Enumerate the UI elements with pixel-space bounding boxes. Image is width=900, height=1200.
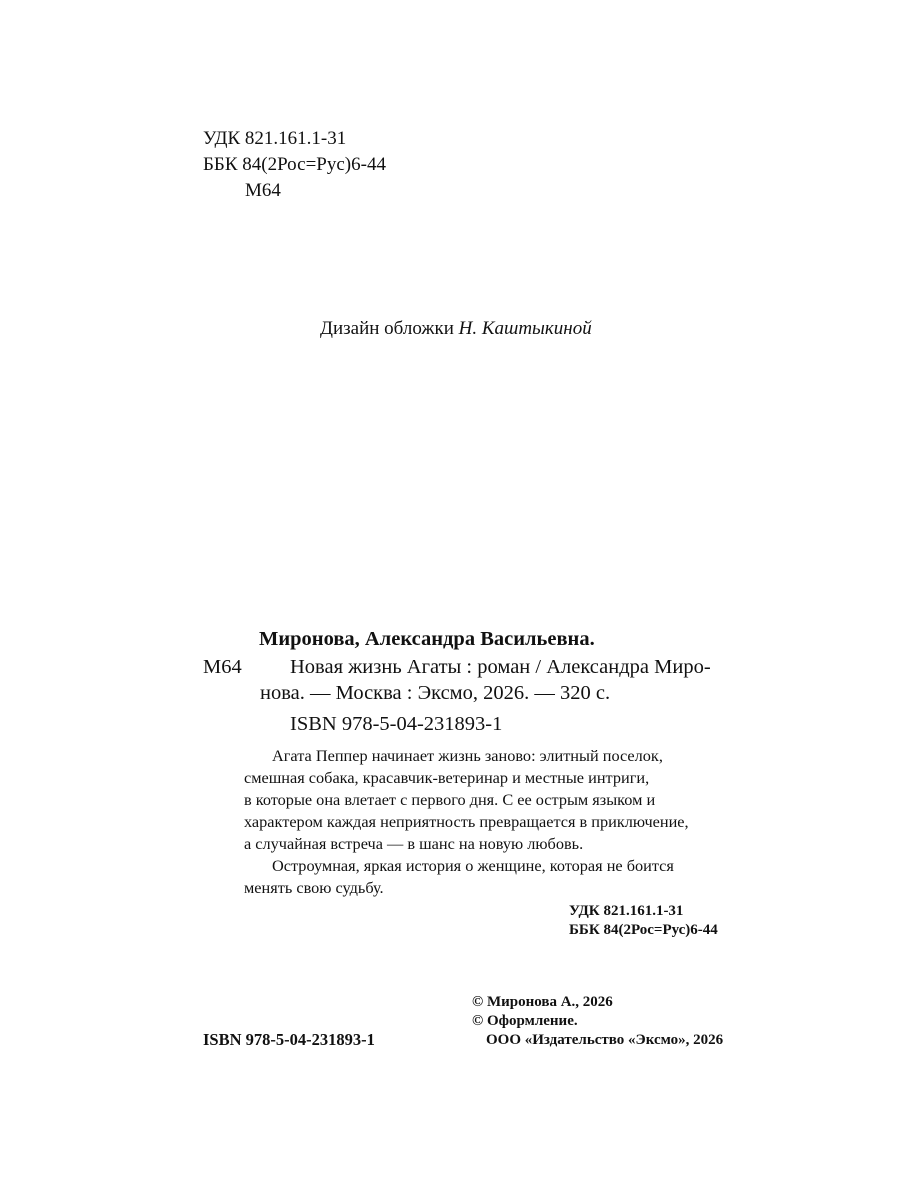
copyright-author: © Миронова А., 2026	[472, 994, 613, 1010]
bib-title-line-1: Новая жизнь Агаты : роман / Александра Миро-	[290, 656, 711, 678]
bib-title-line-2: нова. — Москва : Эксмо, 2026. — 320 с.	[260, 682, 611, 704]
copyright-design: © Оформление.	[472, 1013, 578, 1029]
bib-isbn: ISBN 978-5-04-231893-1	[290, 713, 503, 735]
class-udk: УДК 821.161.1-31	[569, 903, 684, 919]
annotation-line: Остроумная, яркая история о женщине, которая не боится	[272, 856, 674, 875]
bbk-code: ББК 84(2Рос=Рус)6-44	[203, 154, 386, 175]
annotation-line: а случайная встреча — в шанс на новую любовь.	[244, 834, 584, 853]
cover-design-credit	[320, 318, 592, 340]
annotation-line: в которые она влетает с первого дня. С ее острым языком и	[244, 790, 656, 809]
author-mark: М64	[245, 180, 281, 201]
annotation-line: Агата Пеппер начинает жизнь заново: элитный поселок,	[272, 746, 663, 765]
annotation-line: смешная собака, красавчик-ветеринар и местные интриги,	[244, 768, 650, 787]
cover-designer-name: Н. Каштыкиной	[458, 318, 592, 339]
class-bbk: ББК 84(2Рос=Рус)6-44	[569, 922, 718, 938]
annotation-line: менять свою судьбу.	[244, 878, 384, 897]
udk-code: УДК 821.161.1-31	[203, 128, 347, 149]
copyright-publisher: ООО «Издательство «Эксмо», 2026	[486, 1032, 724, 1048]
bib-author-mark: М64	[203, 656, 242, 678]
bib-author-heading: Миронова, Александра Васильевна.	[259, 628, 595, 650]
annotation-line: характером каждая неприятность превращается в приключение,	[244, 812, 689, 831]
footer-isbn: ISBN 978-5-04-231893-1	[203, 1030, 375, 1049]
cover-design-label: Дизайн обложки	[320, 318, 459, 339]
